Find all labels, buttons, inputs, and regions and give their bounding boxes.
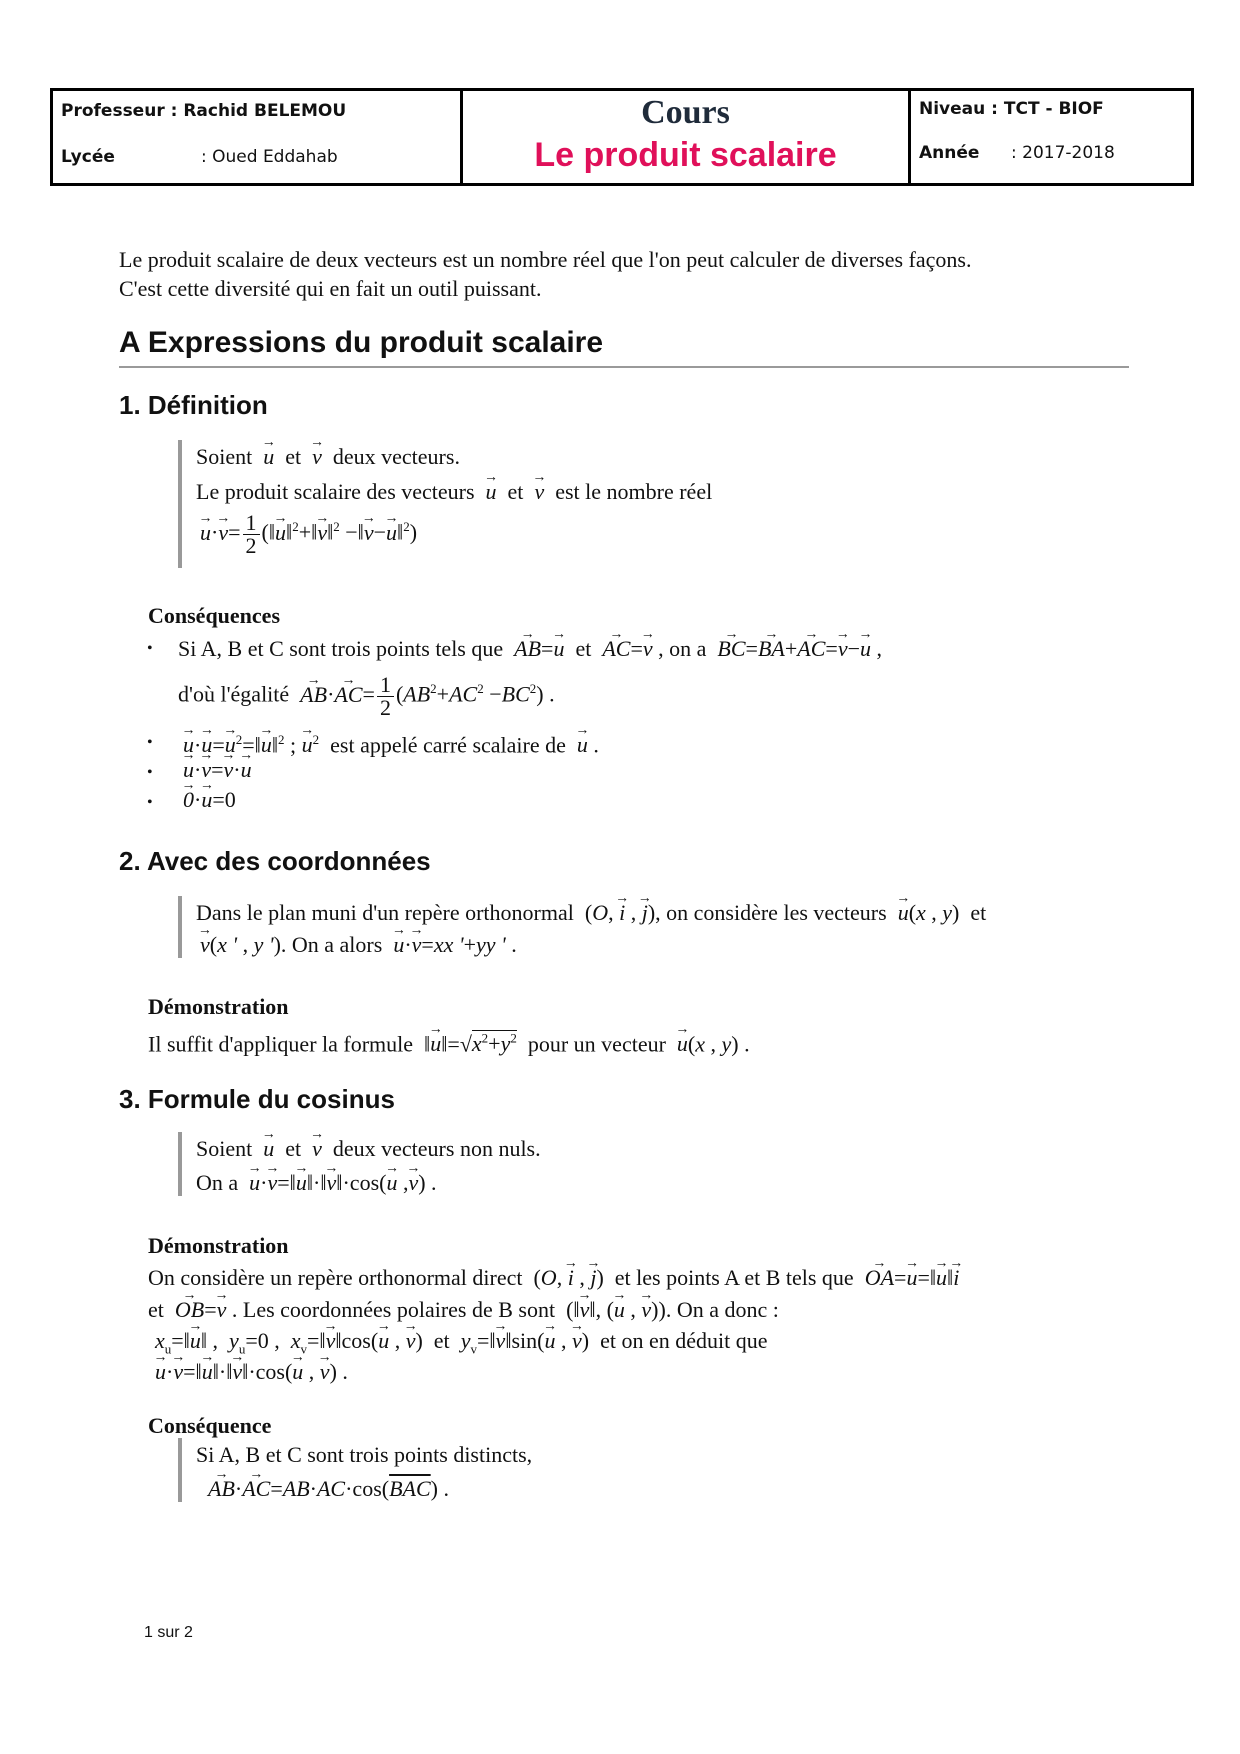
- definition-bar: [178, 440, 182, 568]
- cosinus-demo-line-2: et → OB=→ v . Les coordonnées polaires de B sont (‖→ v‖, (→ u , → v)). On a donc :: [148, 1295, 779, 1325]
- coordinates-title: 2. Avec des coordonnées: [119, 846, 431, 876]
- cosinus-line-1: Soient → u et → v deux vecteurs non nuls.: [196, 1134, 541, 1164]
- annee-value: : 2017-2018: [1011, 143, 1115, 163]
- cours-word: Cours: [641, 94, 730, 131]
- consequence-4: → 0·→ u=0: [183, 785, 236, 815]
- niveau-value: TCT - BIOF: [1003, 99, 1104, 119]
- professeur-label: Professeur :: [61, 101, 184, 121]
- cosinus-consequence-bar: [178, 1438, 182, 1502]
- bullet-1: •: [147, 640, 153, 657]
- niveau-line: [919, 99, 1104, 119]
- lycee-label: Lycée: [61, 147, 115, 167]
- definition-formula: → u·→ v= $\frac{1}{2}$ (‖→ u‖$^2$+‖→ v‖$^2$ −‖→ v−→ u‖$^2$): [200, 512, 417, 557]
- bullet-3: •: [147, 764, 153, 781]
- cosinus-demo-line-1: On considère un repère orthonormal direct (O, → i , → j) et les points A et B tels que → OA=→ u=‖→ u‖→ i: [148, 1263, 959, 1293]
- coordinates-demo-title: Démonstration: [148, 994, 289, 1019]
- niveau-label: Niveau :: [919, 99, 1004, 119]
- cosinus-demo-line-3: $x_u=‖\to$ u‖ , $y_u=0$ , $x_v=‖\to$ v‖cos(→ u , → v) et $y_v=‖\to$ v‖sin(→ u , → v) et on en déduit que: [155, 1326, 768, 1364]
- intro-line-2: C'est cette diversité qui en fait un outil puissant.: [119, 276, 542, 301]
- cosinus-consequence-line-1: Si A, B et C sont trois points distincts,: [196, 1442, 533, 1467]
- professeur-line: [61, 101, 346, 121]
- annee-label: Année: [919, 143, 980, 163]
- cosinus-demo-line-4: → u·→ v=‖→ u‖·‖→ v‖·cos(→ u , → v) .: [155, 1357, 348, 1387]
- cosinus-bar: [178, 1132, 182, 1196]
- bullet-2: •: [147, 734, 153, 751]
- bullet-4: •: [147, 794, 153, 811]
- cosinus-consequence-line-2: → $AB\cdot\to AC=AB\cdot AC\cdot\cos(\overline{BAC})$ .: [208, 1474, 449, 1504]
- header-right: [911, 91, 1191, 183]
- consequence-1-equality: d'où l'égalité → AB·→ AC= $\frac{1}{2}$ $(AB^2+AC^2 -BC^2)$ .: [178, 674, 555, 719]
- course-title: Le produit scalaire: [534, 136, 837, 174]
- header-box: [50, 88, 1194, 186]
- cosinus-title: 3. Formule du cosinus: [119, 1084, 395, 1114]
- coordinates-bar: [178, 896, 182, 958]
- consequence-2: → $u\cdot\to u=\to u^2=‖\to$ u‖$^2$ ; → $u^2$ est appelé carré scalaire de → u .: [183, 725, 599, 760]
- header-middle: [463, 91, 911, 183]
- definition-title: 1. Définition: [119, 390, 268, 420]
- annee-line: [919, 143, 1115, 163]
- consequence-1: Si A, B et C sont trois points tels que → AB=→ u et → AC=→ v , on a → BC=→ BA+→ AC=→ v−→ u ,: [178, 634, 882, 664]
- section-title: A Expressions du produit scalaire: [119, 326, 1129, 368]
- definition-line-2: Le produit scalaire des vecteurs → u et → v est le nombre réel: [196, 477, 712, 507]
- header-left: [53, 91, 463, 183]
- cosinus-consequence-title: Conséquence: [148, 1413, 272, 1438]
- definition-line-1: Soient → u et → v deux vecteurs.: [196, 442, 460, 472]
- consequence-3: → u·→ v=→ v·→ u: [183, 755, 252, 785]
- page-number: 1 sur 2: [144, 1624, 193, 1641]
- lycee-value: : Oued Eddahab: [201, 147, 338, 167]
- intro-line-1: Le produit scalaire de deux vecteurs est un nombre réel que l'on peut calculer de diverses façons.: [119, 247, 972, 272]
- coordinates-demo-text: Il suffit d'appliquer la formule ‖→ $u‖=√x^2+y^2$ pour un vecteur → u(x , y) .: [148, 1024, 750, 1059]
- cosinus-line-2: On a → u·→ v=‖→ u‖·‖→ v‖·cos(→ u ,→ v) .: [196, 1168, 437, 1198]
- professeur-name: Rachid BELEMOU: [183, 101, 347, 121]
- cosinus-demo-title: Démonstration: [148, 1233, 289, 1258]
- coordinates-line-2: → v(x ' , y '). On a alors → u·→ v=xx '+yy ' .: [200, 930, 517, 960]
- lycee-line: [61, 147, 338, 167]
- consequences-title: Conséquences: [148, 603, 281, 628]
- coordinates-line-1: Dans le plan muni d'un repère orthonormal (O, → i , → j), on considère les vecteurs → u(x , y) et: [196, 898, 986, 928]
